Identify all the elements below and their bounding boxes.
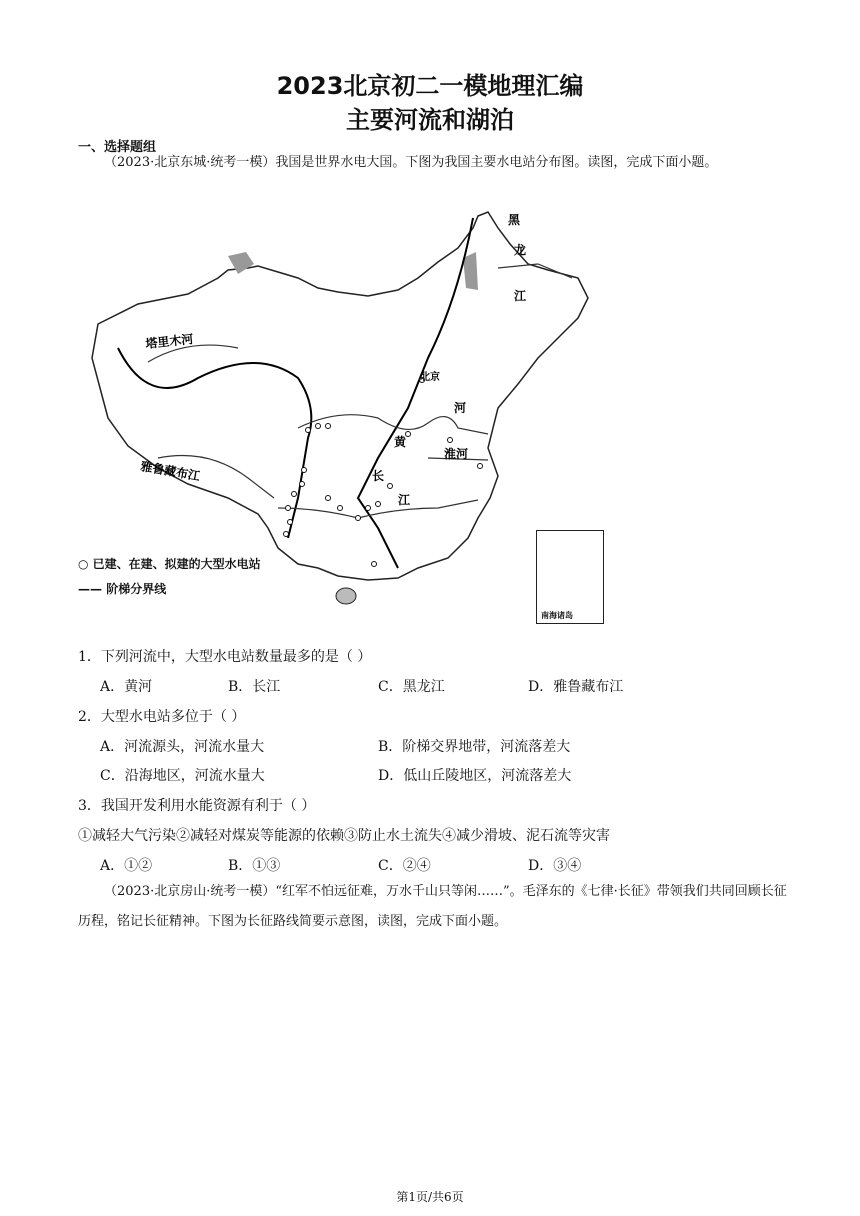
step-boundary-line (358, 218, 473, 568)
q2-option-a[interactable]: A．河流源头，河流水量大 (100, 739, 265, 755)
step-boundary-line (118, 348, 311, 538)
legend-station (78, 555, 261, 572)
lake-shade (228, 252, 254, 274)
q3-option-a[interactable]: A．①② (100, 858, 153, 874)
map-label-hei-1: 黑 (508, 213, 521, 227)
intro-paragraph-1: （2023·北京东城·统考一模）我国是世界水电大国。下图为我国主要水电站分布图。读图，完成下面小题。 (104, 155, 718, 170)
q1-option-a[interactable]: A．黄河 (100, 679, 153, 695)
page-footer: 第1页/共6页 (396, 1190, 464, 1204)
question-2: 2．大型水电站多位于（ ） (78, 709, 246, 725)
q1-option-b[interactable]: B．长江 (228, 679, 281, 695)
intro-paragraph-2: （2023·北京房山·统考一模）“红军不怕远征难，万水千山只等闲……”。毛泽东的《七律·长征》带领我们共同回顾长征历程，铭记长征精神。下图为长征路线简要示意图，读图，完成下面小题。 (78, 884, 787, 929)
map-label-beijing: 北京 (420, 372, 440, 383)
q3-option-d[interactable]: D．③④ (528, 858, 582, 874)
q3-option-b[interactable]: B．①③ (228, 858, 281, 874)
south-sea-label: 南海诸岛 (541, 610, 573, 620)
map-label-yellow-1: 黄 (394, 435, 407, 449)
map-label-huai: 淮河 (444, 447, 469, 461)
map-label-yellow-2: 河 (454, 401, 467, 415)
map-label-tarim: 塔里木河 (144, 332, 195, 351)
q2-option-c[interactable]: C．沿海地区，河流水量大 (100, 768, 265, 784)
q2-option-b[interactable]: B．阶梯交界地带，河流落差大 (378, 739, 571, 755)
map-label-hei-2: 龙 (514, 243, 527, 257)
map-label-yarlung: 雅鲁藏布江 (139, 459, 202, 484)
q2-option-d[interactable]: D．低山丘陵地区，河流落差大 (378, 768, 572, 784)
q3-option-c[interactable]: C．②④ (378, 858, 431, 874)
hainan-island (336, 588, 356, 604)
south-sea-inset (536, 530, 604, 624)
boundary-legend-icon: —— (78, 582, 102, 596)
page-title: 2023北京初二一模地理汇编 (276, 72, 584, 100)
legend-boundary (78, 580, 166, 597)
map-label-changjiang-2: 江 (398, 493, 411, 507)
q1-option-d[interactable]: D．雅鲁藏布江 (528, 679, 624, 695)
question-3: 3．我国开发利用水能资源有利于（ ） (78, 798, 316, 814)
map-label-hei-3: 江 (514, 289, 527, 303)
page-subtitle: 主要河流和湖泊 (346, 106, 514, 134)
station-legend-icon: ○ (78, 557, 89, 571)
china-outline (92, 212, 588, 580)
map-label-changjiang-1: 长 (372, 469, 385, 483)
boundary-legend-label: 阶梯分界线 (106, 582, 167, 596)
q1-option-c[interactable]: C．黑龙江 (378, 679, 445, 695)
station-legend-label: 已建、在建、拟建的大型水电站 (92, 557, 261, 571)
section-heading: 一、选择题组 (78, 140, 157, 155)
question-3-statements: ①减轻大气污染②减轻对煤炭等能源的依赖③防止水土流失④减少滑坡、泥石流等灾害 (78, 828, 610, 844)
question-1: 1．下列河流中，大型水电站数量最多的是（ ） (78, 649, 372, 665)
